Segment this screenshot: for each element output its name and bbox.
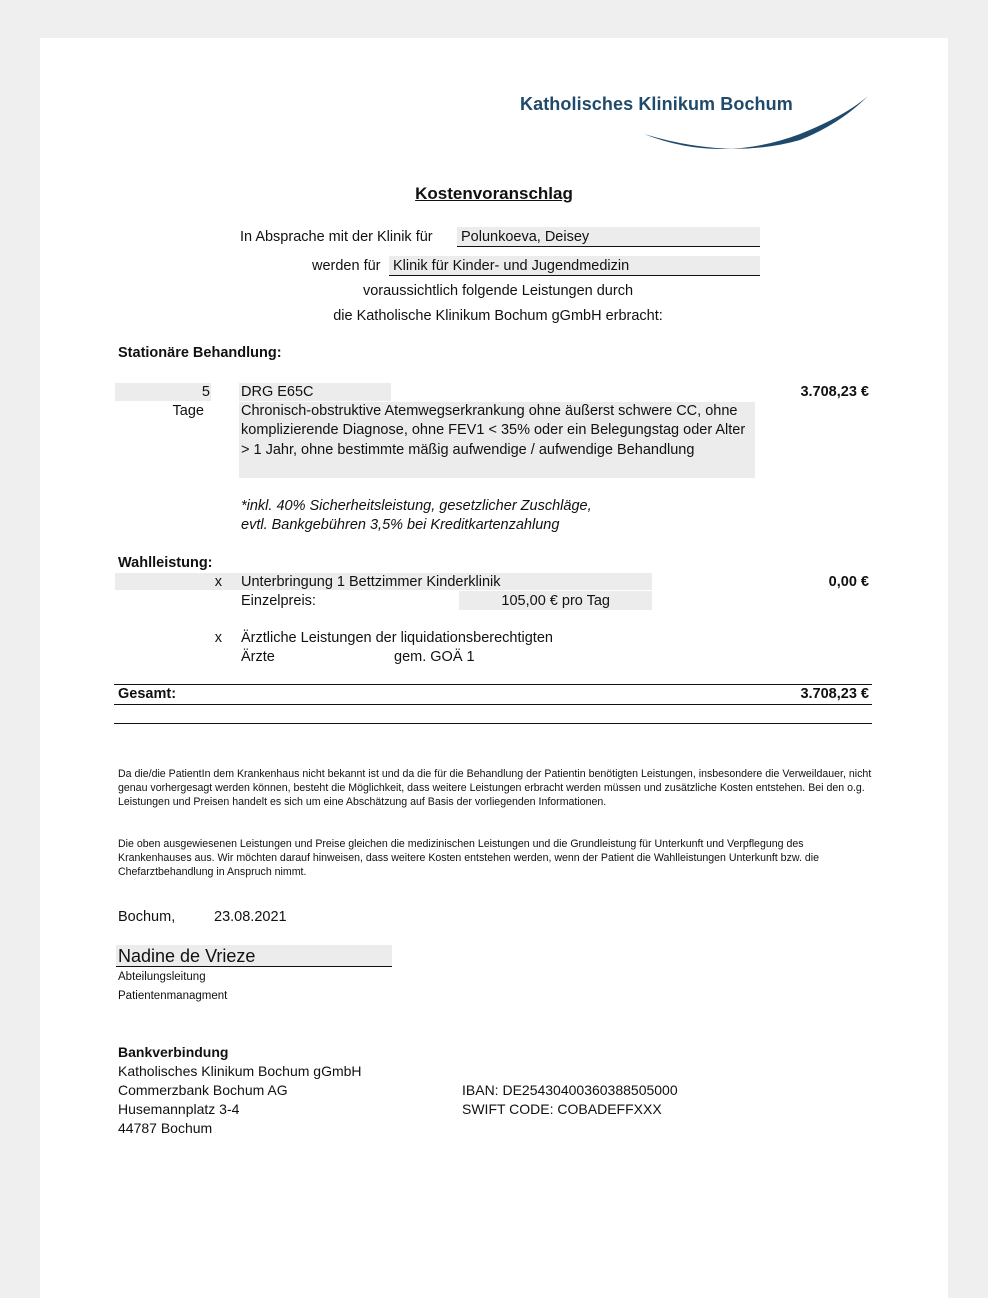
stationaer-price: 3.708,23 €	[800, 384, 869, 400]
bank-line1: Katholisches Klinikum Bochum gGmbH	[118, 1063, 362, 1079]
days-value: 5	[201, 384, 210, 400]
wahlleistung-item2-line2a: Ärzte	[241, 649, 275, 665]
stationaer-heading: Stationäre Behandlung:	[118, 345, 282, 361]
wahlleistung-item2-line2b: gem. GOÄ 1	[394, 649, 475, 665]
unit-price-value: 105,00 € pro Tag	[501, 593, 610, 609]
wahlleistung-item1-mark: x	[214, 574, 222, 590]
department-field: Klinik für Kinder- und Jugendmedizin	[389, 256, 760, 276]
bank-line3: Husemannplatz 3-4	[118, 1101, 240, 1117]
signature-name: Nadine de Vrieze	[116, 945, 392, 967]
clinic-logo-text: Katholisches Klinikum Bochum	[520, 94, 793, 114]
drg-code: DRG E65C	[241, 384, 314, 400]
wahlleistung-heading: Wahlleistung:	[118, 555, 213, 571]
clinic-logo-swoosh-icon	[640, 94, 880, 154]
note-line1: *inkl. 40% Sicherheitsleistung, gesetzlicher Zuschläge,	[241, 498, 592, 514]
bank-swift: SWIFT CODE: COBADEFFXXX	[462, 1101, 662, 1117]
document-page	[40, 38, 948, 1298]
note-line2: evtl. Bankgebühren 3,5% bei Kreditkartenzahlung	[241, 517, 560, 533]
signature-role-1: Abteilungsleitung	[118, 971, 206, 983]
disclaimer-paragraph-1: Da die/die PatientIn dem Krankenhaus nicht bekannt ist und da die für die Behandlung der Patientin benötigten Leistungen, insbesondere die Verweildauer, nicht genau vorhergesagt werden können, besteht die Möglichkeit, dass weitere Leistungen erbracht werden müssen und zusätzliche Kosten entstehen. Bei den o.g. Leistungen und Preisen handelt es sich um eine Abschätzung auf Basis der vorliegenden Informationen.	[118, 768, 872, 808]
place: Bochum,	[118, 909, 176, 925]
total-label: Gesamt:	[118, 686, 177, 702]
wahlleistung-item2-mark: x	[214, 630, 222, 646]
intro-line3: voraussichtlich folgende Leistungen durch	[362, 283, 634, 299]
total-top-rule	[114, 684, 872, 685]
patient-name-field: Polunkoeva, Deisey	[457, 227, 760, 247]
intro-line4: die Katholische Klinikum Bochum gGmbH erbracht:	[333, 308, 663, 324]
signature-role-2: Patientenmanagment	[118, 990, 228, 1002]
intro-line2-prefix: werden für	[312, 258, 381, 274]
total-bottom-rule	[114, 704, 872, 705]
wahlleistung-price: 0,00 €	[828, 574, 869, 590]
document-title: Kostenvoranschlag	[415, 184, 573, 203]
date: 23.08.2021	[214, 909, 287, 925]
bank-line2: Commerzbank Bochum AG	[118, 1082, 288, 1098]
disclaimer-paragraph-2: Die oben ausgewiesenen Leistungen und Preise gleichen die medizinischen Leistungen und die Grundleistung für Unterkunft und Verpflegung des Krankenhauses aus. Wir möchten darauf hinweisen, dass weitere Kosten entstehen werden, wenn der Patient die Wahlleistungen Unterkunft bzw. die Chefarztbehandlung in Anspruch nimmt.	[118, 838, 819, 878]
bank-line4: 44787 Bochum	[118, 1120, 213, 1136]
wahlleistung-item2-line1: Ärztliche Leistungen der liquidationsberechtigten	[241, 630, 553, 646]
days-label: Tage	[172, 403, 204, 419]
drg-description: Chronisch-obstruktive Atemwegserkrankung ohne äußerst schwere CC, ohne komplizierende Diagnose, ohne FEV1 < 35% oder ein Belegungstag oder Alter > 1 Jahr, ohne bestimmte mäßig aufwendige / aufwendige Behandlung	[239, 402, 755, 478]
unit-price-label: Einzelpreis:	[241, 593, 316, 609]
total-value: 3.708,23 €	[800, 686, 869, 702]
intro-line1-prefix: In Absprache mit der Klinik für	[240, 229, 433, 245]
total-double-rule	[114, 723, 872, 724]
bank-iban: IBAN: DE25430400360388505000	[462, 1082, 678, 1098]
wahlleistung-item1-label: Unterbringung 1 Bettzimmer Kinderklinik	[241, 574, 501, 590]
bank-heading: Bankverbindung	[118, 1044, 229, 1060]
